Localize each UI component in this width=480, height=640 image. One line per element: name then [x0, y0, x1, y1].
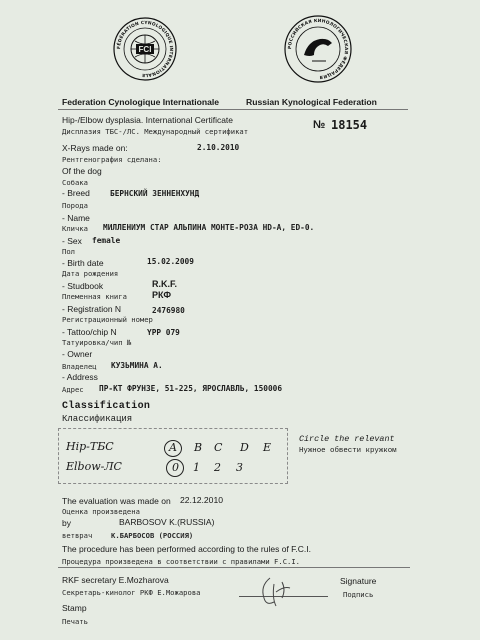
name-label-ru: Кличка [62, 224, 88, 233]
xray-label-ru: Рентгенография сделана: [62, 155, 162, 164]
name-value: МИЛЛЕНИУМ СТАР АЛЬПИНА МОНТЕ-РОЗА HD-A, ED-0. [103, 223, 315, 232]
ofdog-label-ru: Собака [62, 178, 88, 187]
secretary-ru: Секретарь-кинолог РКФ Е.Можарова [62, 588, 201, 597]
procedure-en: The procedure has been performed according to the rules of F.C.I. [62, 544, 311, 554]
vet-name-en: BARBOSOV K.(RUSSIA) [119, 517, 215, 527]
header-divider [58, 109, 408, 110]
hip-grade: C [214, 441, 223, 454]
sex-value: female [92, 236, 121, 245]
xray-label-en: X-Rays made on: [62, 143, 128, 153]
elbow-grade: 2 [214, 461, 221, 474]
dog-head-icon [304, 39, 332, 56]
fci-center-text: FCI [138, 45, 152, 54]
owner-value: КУЗЬМИНА А. [111, 361, 163, 370]
birth-value: 15.02.2009 [147, 257, 194, 266]
rkf-seal [284, 15, 352, 83]
hip-grade: B [194, 441, 203, 454]
certificate-number-label: № [313, 119, 326, 131]
procedure-ru: Процедура произведена в соответствии с правилами F.C.I. [62, 557, 300, 566]
fci-seal [113, 17, 177, 81]
certificate-title-en: Hip-/Elbow dysplasia. International Certificate [62, 115, 234, 125]
birth-label-en: - Birth date [62, 258, 104, 268]
reg-label-ru: Регистрационный номер [62, 315, 153, 324]
evaluation-made-en: The evaluation was made on [62, 496, 171, 506]
address-label-ru: Адрес [62, 385, 84, 394]
elbow-grade: 3 [236, 461, 243, 474]
handwritten-signature [256, 574, 298, 610]
studbook-label-ru: Племенная книга [62, 292, 127, 301]
stamp-label-ru: Печать [62, 617, 88, 626]
hip-selected-circle [164, 440, 182, 457]
evaluation-date: 22.12.2010 [180, 495, 224, 505]
address-label-en: - Address [62, 372, 98, 382]
tattoo-value: YPP 079 [147, 328, 180, 337]
procedure-divider [58, 567, 410, 568]
sex-label-ru: Пол [62, 247, 75, 256]
secretary-en: RKF secretary E.Mozharova [62, 575, 169, 585]
by-label-en: by [62, 518, 71, 528]
classification-title-ru: Классификация [62, 414, 133, 424]
rkf-seal-text: РОССИЙСКАЯ КИНОЛОГИЧЕСКАЯ ФЕДЕРАЦИЯ [287, 18, 349, 80]
hip-label: Hip-ТБС [66, 440, 114, 453]
breed-value: БЕРНСКИЙ ЗЕННЕНХУНД [110, 189, 200, 198]
circle-note-en: Circle the relevant [299, 434, 395, 444]
reg-value: 2476980 [152, 306, 185, 315]
studbook-value-en: R.K.F. [152, 279, 178, 289]
elbow-grade: 1 [193, 461, 200, 474]
signature-label-ru: Подпись [343, 590, 374, 599]
hip-grade: D [240, 441, 249, 454]
signature-label-en: Signature [340, 576, 377, 586]
elbow-label: Elbow-ЛС [66, 460, 122, 473]
org-right: Russian Kynological Federation [246, 97, 377, 107]
hip-grade: A [169, 441, 177, 454]
classification-title-en: Classification [62, 401, 151, 412]
by-label-ru: ветврач [62, 531, 93, 540]
breed-label-ru: Порода [62, 201, 88, 210]
breed-label-en: - Breed [62, 188, 90, 198]
org-left: Federation Cynologique Internationale [62, 97, 220, 107]
certificate-number: 18154 [331, 118, 368, 132]
evaluation-made-ru: Оценка произведена [62, 507, 140, 516]
reg-label-en: - Registration N [62, 304, 122, 314]
circle-note-ru: Нужное обвести кружком [299, 447, 397, 455]
studbook-label-en: - Studbook [62, 281, 104, 291]
studbook-value-ru: РКФ [152, 290, 172, 300]
stamp-label-en: Stamp [62, 603, 87, 613]
address-value: ПР-КТ ФРУНЗЕ, 51-225, ЯРОСЛАВЛЬ, 150006 [99, 384, 283, 393]
elbow-selected-circle [166, 459, 184, 477]
tattoo-label-ru: Татуировка/чип № [62, 338, 132, 347]
birth-label-ru: Дата рождения [62, 269, 119, 278]
certificate-title-ru: Дисплазия ТБС-/ЛС. Международный сертификат [62, 127, 249, 136]
name-label-en: - Name [62, 213, 90, 223]
owner-label-en: - Owner [62, 349, 93, 359]
fci-seal-text: FÉDÉRATION CYNOLOGIQUE INTERNATIONALE [116, 20, 174, 78]
ofdog-label-en: Of the dog [62, 166, 102, 176]
elbow-grade: 0 [172, 461, 179, 474]
sex-label-en: - Sex [62, 236, 82, 246]
hip-grade: E [263, 441, 272, 454]
vet-name-ru: К.БАРБОСОВ (РОССИЯ) [111, 531, 194, 540]
xray-value: 2.10.2010 [197, 143, 240, 152]
owner-label-ru: Владелец [62, 362, 97, 371]
tattoo-label-en: - Tattoo/chip N [62, 327, 117, 337]
